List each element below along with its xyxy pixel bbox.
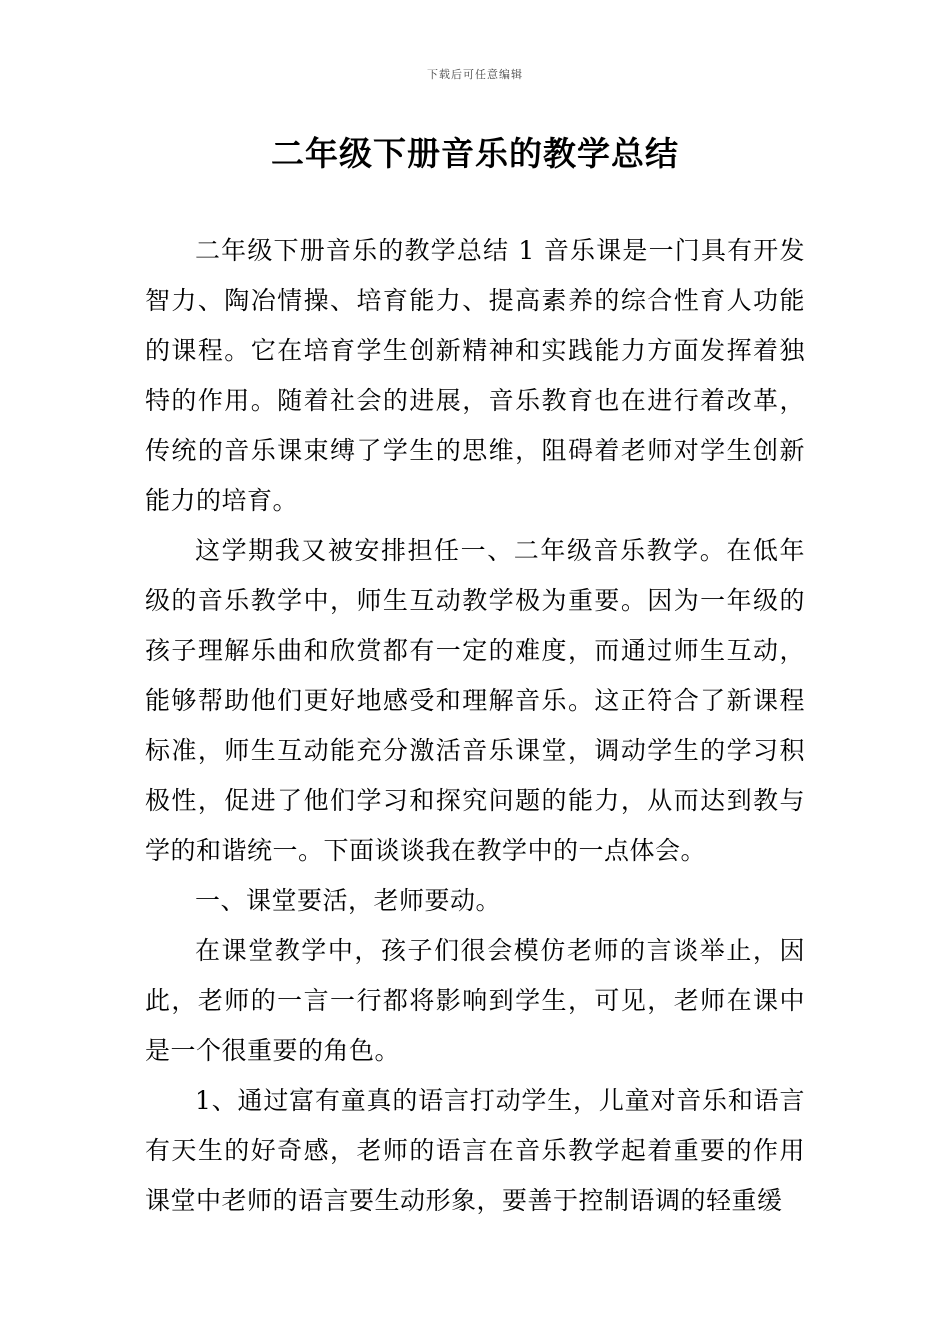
paragraph-4: 1、通过富有童真的语言打动学生，儿童对音乐和语言有天生的好奇感，老师的语言在音乐教学起着重要的作用课堂中老师的语言要生动形象，要善于控制语调的轻重缓 [145, 1086, 805, 1215]
paragraph-2: 这学期我又被安排担任一、二年级音乐教学。在低年级的音乐教学中，师生互动教学极为重要。因为一年级的孩子理解乐曲和欣赏都有一定的难度，而通过师生互动，能够帮助他们更好地感受和理解音乐。这正符合了新课程标准，师生互动能充分激活音乐课堂，调动学生的学习积极性，促进了他们学习和探究问题的能力，从而达到教与学的和谐统一。下面谈谈我在教学中的一点体会。 [145, 536, 805, 865]
paragraph-3: 在课堂教学中，孩子们很会模仿老师的言谈举止，因此，老师的一言一行都将影响到学生，可见，老师在课中是一个很重要的角色。 [145, 936, 805, 1065]
paragraph-1: 二年级下册音乐的教学总结 1 音乐课是一门具有开发智力、陶冶情操、培育能力、提高素养的综合性育人功能的课程。它在培育学生创新精神和实践能力方面发挥着独特的作用。随着社会的进展，音乐教育也在进行着改革，传统的音乐课束缚了学生的思维，阻碍着老师对学生创新能力的培育。 [145, 236, 805, 515]
document-title: 二年级下册音乐的教学总结 [271, 134, 679, 173]
document-body [145, 226, 805, 1226]
header-note: 下载后可任意编辑 [427, 68, 523, 81]
section-heading-1: 一、课堂要活，老师要动。 [195, 886, 502, 915]
